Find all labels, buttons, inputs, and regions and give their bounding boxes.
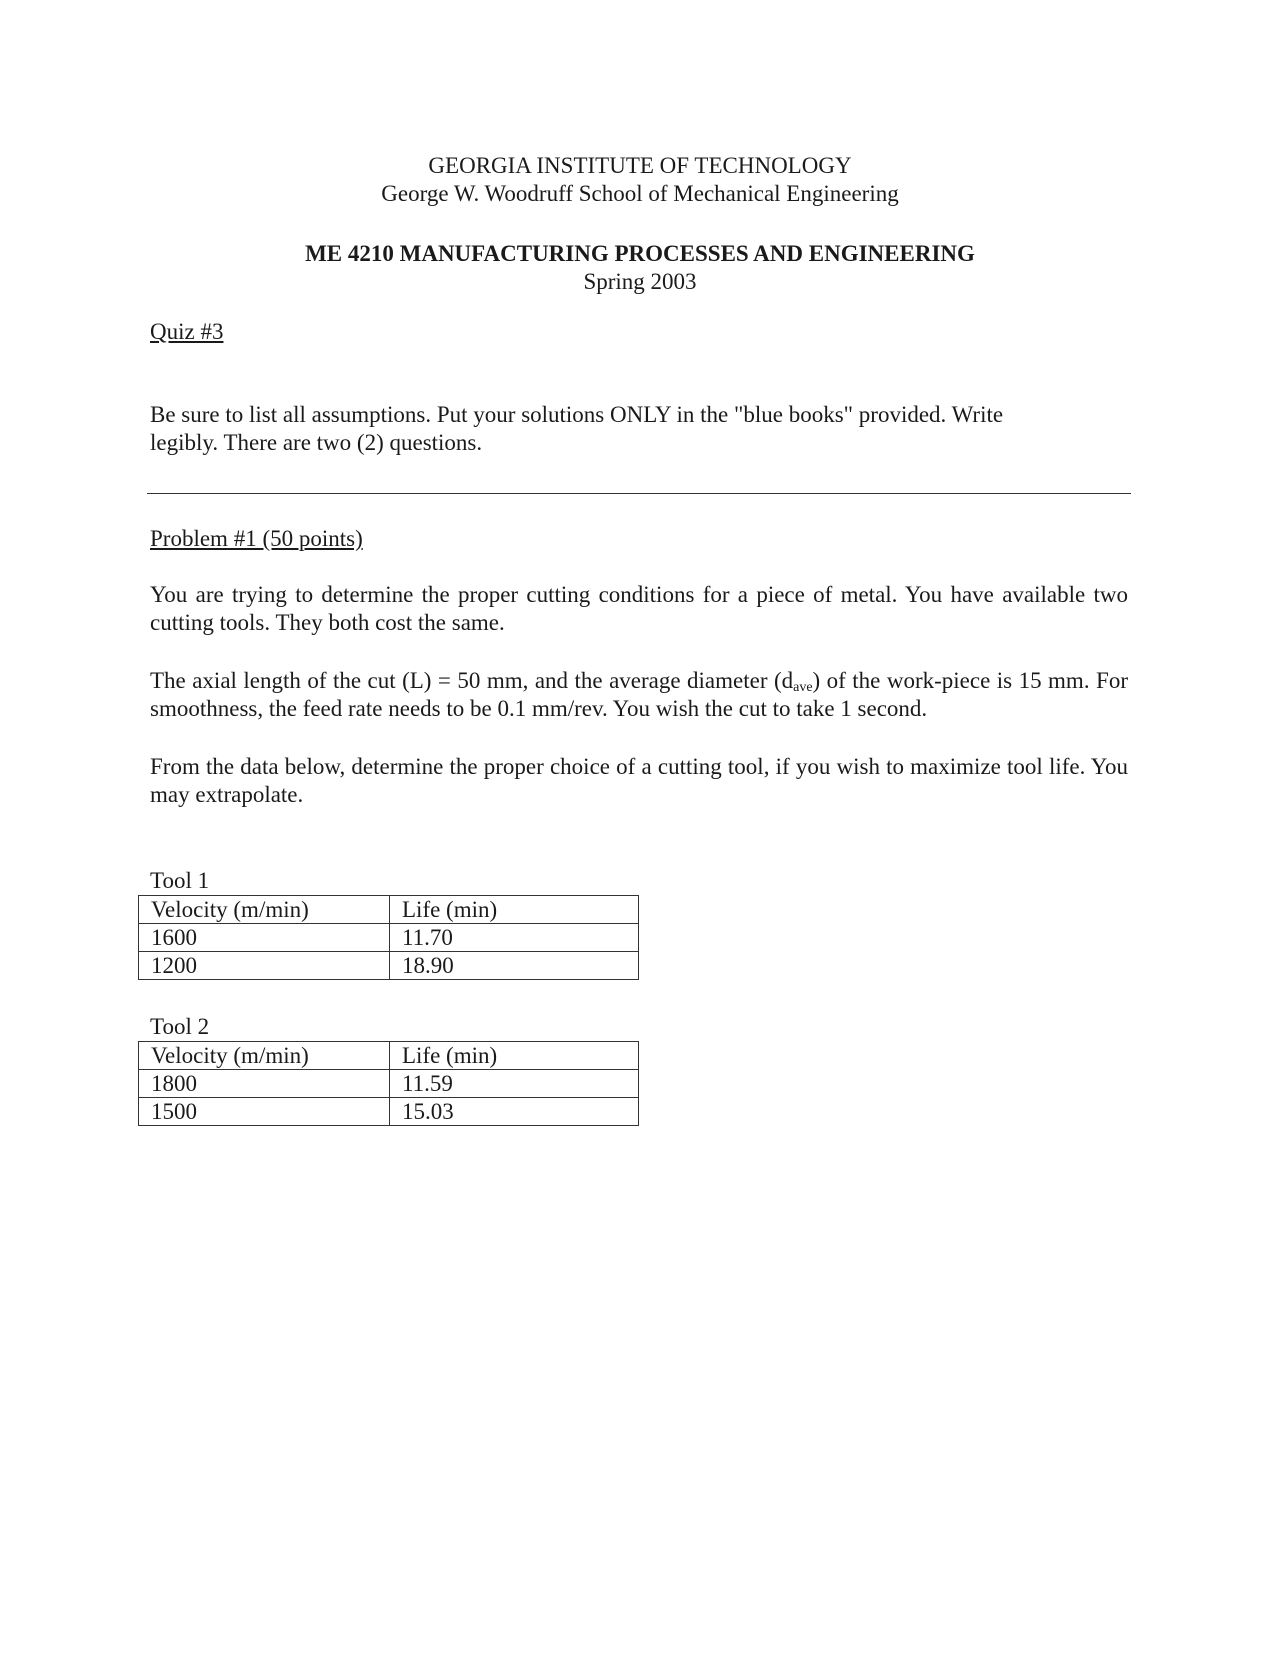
- school-name: George W. Woodruff School of Mechanical Engineering: [381, 181, 899, 206]
- instructions-line-2: legibly. There are two (2) questions.: [150, 430, 483, 455]
- instructions-line-1: Be sure to list all assumptions. Put your solutions ONLY in the "blue books" provided. Write: [150, 402, 1004, 427]
- paragraph-2-end: ) of the work-piece is 15 mm. For smoothness, the feed rate needs to be 0.1 mm/rev. You wish the cut to take 1 second.: [150, 668, 1128, 721]
- life-header: Life (min): [390, 896, 639, 924]
- table-row: [139, 1070, 639, 1098]
- velocity-cell: 1500: [139, 1098, 390, 1126]
- tool-1-table: [138, 895, 639, 980]
- table-header-row: [139, 1042, 639, 1070]
- section-divider: [147, 493, 1131, 494]
- institute-name: GEORGIA INSTITUTE OF TECHNOLOGY: [428, 153, 852, 178]
- paragraph-2-start: The axial length of the cut (L) = 50 mm, and the average diameter (d: [150, 668, 794, 693]
- term: Spring 2003: [583, 269, 697, 294]
- table-header-row: [139, 896, 639, 924]
- institution-header: [150, 152, 1130, 208]
- velocity-cell: 1200: [139, 952, 390, 980]
- problem-paragraph-2: [150, 667, 1128, 723]
- tool-2-label: Tool 2: [150, 1014, 210, 1039]
- life-header: Life (min): [390, 1042, 639, 1070]
- tool-2-table: [138, 1041, 639, 1126]
- velocity-cell: 1800: [139, 1070, 390, 1098]
- life-cell: 11.59: [390, 1070, 639, 1098]
- life-cell: 15.03: [390, 1098, 639, 1126]
- velocity-header: Velocity (m/min): [139, 896, 390, 924]
- velocity-cell: 1600: [139, 924, 390, 952]
- tool-1-label: Tool 1: [150, 868, 210, 893]
- course-title: ME 4210 MANUFACTURING PROCESSES AND ENGINEERING: [305, 241, 975, 266]
- quiz-title: Quiz #3: [150, 319, 224, 344]
- subscript-ave: ave: [793, 680, 813, 695]
- table-row: [139, 952, 639, 980]
- life-cell: 18.90: [390, 952, 639, 980]
- course-header: [150, 240, 1130, 296]
- velocity-header: Velocity (m/min): [139, 1042, 390, 1070]
- life-cell: 11.70: [390, 924, 639, 952]
- problem-title: Problem #1 (50 points): [150, 526, 363, 551]
- problem-paragraph-3: From the data below, determine the proper choice of a cutting tool, if you wish to maximize tool life. You may extrapolate.: [150, 754, 1128, 807]
- instructions: [150, 401, 1128, 457]
- problem-paragraph-1: You are trying to determine the proper cutting conditions for a piece of metal. You have available two cutting tools. They both cost the same.: [150, 582, 1128, 635]
- table-row: [139, 1098, 639, 1126]
- table-row: [139, 924, 639, 952]
